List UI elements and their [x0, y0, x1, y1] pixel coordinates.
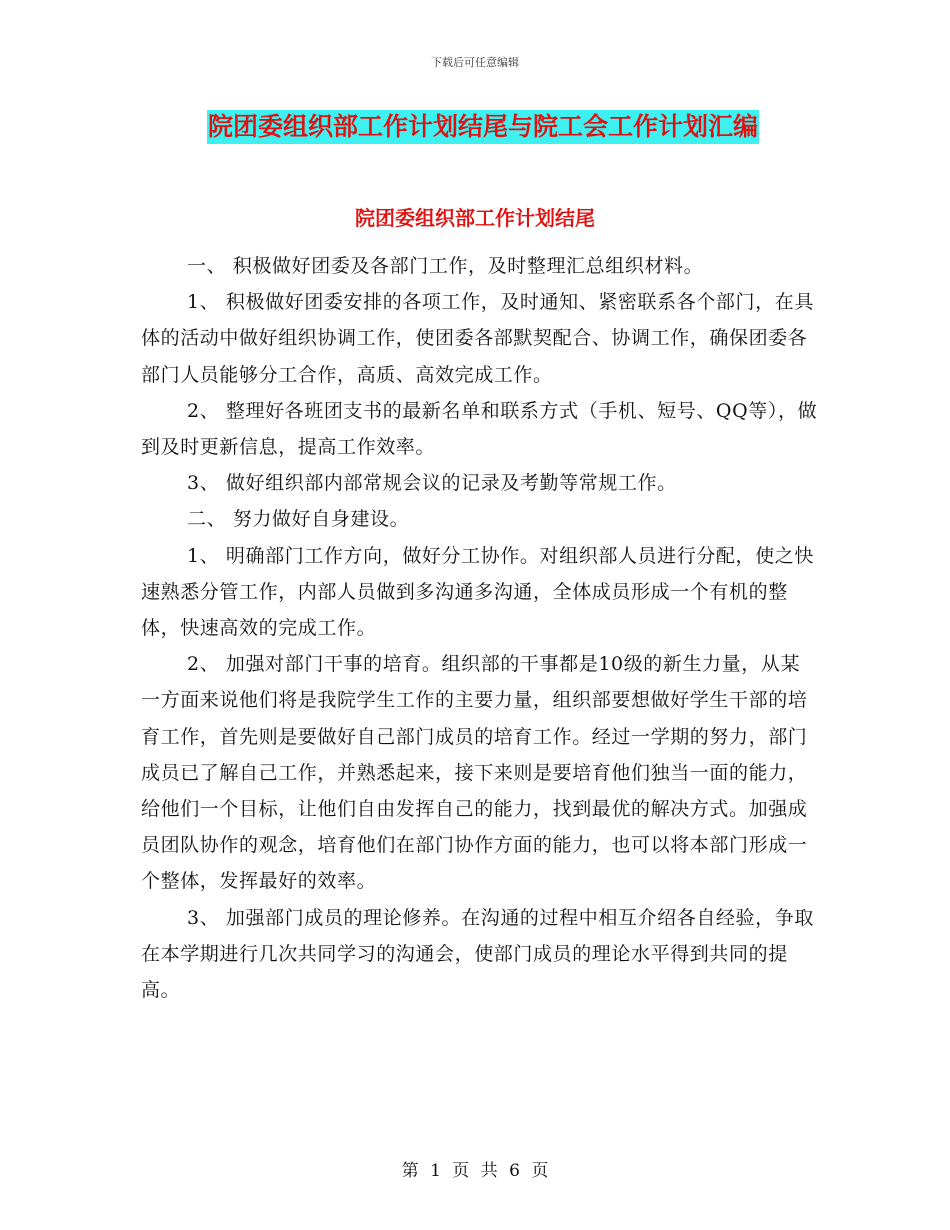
- paragraph-2-2: 2、 加强对部门干事的培育。组织部的干事都是10级的新生力量，从某一方面来说他们将是我院学生工作的主要力量，组织部要想做好学生干部的培育工作，首先则是要做好自己部门成员的培育工作。经过一学期的努力，部门成员已了解自己工作，并熟悉起来，接下来则是要培育他们独当一面的能力，给他们一个目标，让他们自由发挥自己的能力，找到最优的解决方式。加强成员团队协作的观念，培育他们在部门协作方面的能力，也可以将本部门形成一个整体，发挥最好的效率。: [141, 653, 808, 893]
- page-footer: 第 1 页 共 6 页: [401, 1161, 549, 1181]
- paragraph-1-3: 3、 做好组织部内部常规会议的记录及考勤等常规工作。: [187, 472, 677, 495]
- document-title: 院团委组织部工作计划结尾与院工会工作计划汇编: [207, 110, 759, 144]
- header-note: 下载后可任意编辑: [431, 56, 519, 69]
- paragraph-1-1: 1、 积极做好团委安排的各项工作，及时通知、紧密联系各个部门，在具体的活动中做好组织协调工作，使团委各部默契配合、协调工作，确保团委各部门人员能够分工合作，高质、高效完成工作。: [141, 291, 814, 386]
- paragraph-2-1: 1、 明确部门工作方向，做好分工协作。对组织部人员进行分配，使之快速熟悉分管工作，内部人员做到多沟通多沟通，全体成员形成一个有机的整体，快速高效的完成工作。: [141, 544, 814, 640]
- section-heading-2: 二、 努力做好自身建设。: [187, 508, 410, 531]
- document-body: [141, 248, 819, 1008]
- section-title: 院团委组织部工作计划结尾: [355, 206, 595, 230]
- section-heading-1: 一、 积极做好团委及各部门工作，及时整理汇总组织材料。: [187, 255, 704, 277]
- paragraph-2-3: 3、 加强部门成员的理论修养。在沟通的过程中相互介绍各自经验，争取在本学期进行几次共同学习的沟通会，使部门成员的理论水平得到共同的提高。: [141, 906, 814, 1002]
- paragraph-1-2: 2、 整理好各班团支书的最新名单和联系方式（手机、短号、QQ等），做到及时更新信息，提高工作效率。: [141, 399, 818, 459]
